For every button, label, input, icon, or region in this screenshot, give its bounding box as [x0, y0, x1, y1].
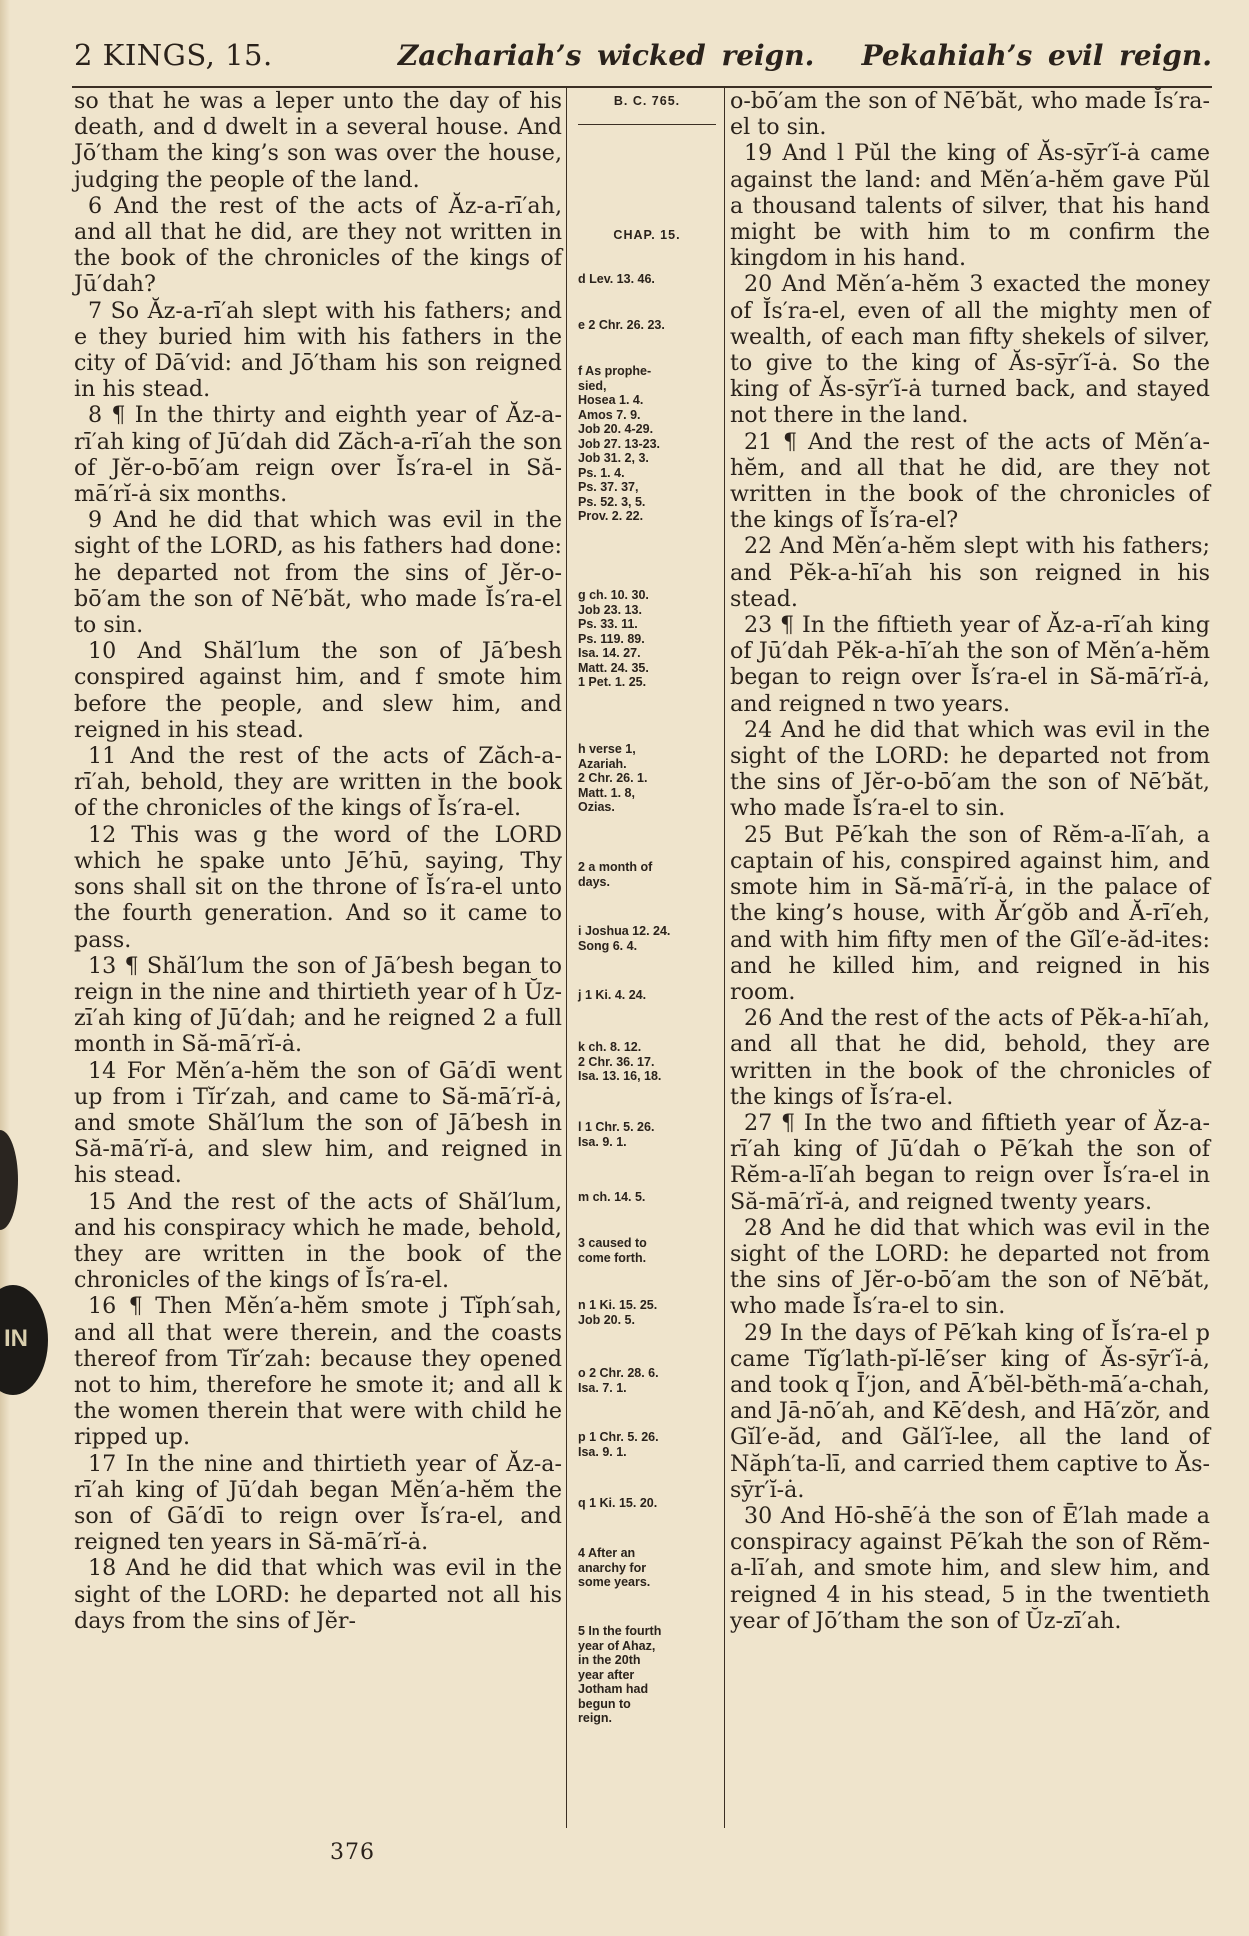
verse: 30 And Hō-shē′ȧ the son of Ē′lah made a conspiracy against Pē′kah the son of Rĕm-a-lī′ah, and smote him, and slew him, and reigned 4 in his stead, 5 in the twentieth year of Jō′tham the son of Ŭz-zī′ah. [730, 1502, 1210, 1634]
center-reference-column [572, 88, 722, 1848]
cross-reference: g ch. 10. 30. Job 23. 13. Ps. 33. 11. Ps. 119. 89. Isa. 14. 27. Matt. 24. 35. 1 Pet. 1. 25. [578, 588, 649, 689]
left-text-column [74, 88, 562, 1634]
verse: 6 And the rest of the acts of Ăz-a-rī′ah, and all that he did, are they not written in the book of the chronicles of the kings of Jū′dah? [74, 192, 562, 298]
running-header [74, 38, 1212, 82]
thumb-index-shadow [0, 1130, 18, 1230]
verse: 13 ¶ Shăl′lum the son of Jā′besh began to reign in the nine and thirtieth year of h Ŭz-zī′ah king of Jū′dah; and he reigned 2 a full month in Să-mā′rĭ-ȧ. [74, 952, 562, 1058]
cross-reference: n 1 Ki. 15. 25. Job 20. 5. [578, 1298, 658, 1327]
column-divider-right [724, 88, 725, 1828]
right-text-column [730, 88, 1210, 1634]
cross-reference: o 2 Chr. 28. 6. Isa. 7. 1. [578, 1366, 659, 1395]
verse: 12 This was g the word of the LORD which he spake unto Jē′hū, saying, Thy sons shall sit on the throne of Ĭs′ra-el unto the fourth generation. And so it came to pass. [74, 821, 562, 953]
verse: 11 And the rest of the acts of Zăch-a-rī′ah, behold, they are written in the book of the chronicles of the kings of Ĭs′ra-el. [74, 743, 562, 822]
cross-reference: h verse 1, Azariah. 2 Chr. 26. 1. Matt. 1. 8, Ozias. [578, 742, 648, 814]
cross-reference: l 1 Chr. 5. 26. Isa. 9. 1. [578, 1120, 655, 1149]
chapter-label: CHAP. 15. [613, 228, 681, 242]
verse: 29 In the days of Pē′kah king of Ĭs′ra-el p came Tĭg′lath-pĭ-lē′ser king of Ăs-sȳr′ĭ-ȧ, and took q Ī′jon, and Ā′bĕl-bĕth-mā′a-chah, and Jā-nō′ah, and Kē′desh, and Hā′zŏr, and Gĭl′e-ăd, and Găl′ĭ-lee, all the land of Năph′ta-lī, and carried them captive to Ăs-sȳr′ĭ-ȧ. [730, 1319, 1210, 1503]
page-topic-heading: Zachariah’s wicked reign. Pekahiah’s evil reign. [397, 39, 1212, 72]
verse: 18 And he did that which was evil in the sight of the LORD: he departed not all his days from the sins of Jĕr- [74, 1555, 562, 1634]
thumb-index-label: IN [4, 1325, 28, 1352]
cross-reference: p 1 Chr. 5. 26. Isa. 9. 1. [578, 1430, 659, 1459]
verse: 10 And Shăl′lum the son of Jā′besh conspired against him, and f smote him before the people, and slew him, and reigned in his stead. [74, 638, 562, 743]
verse: 7 So Ăz-a-rī′ah slept with his fathers; and e they buried him with his fathers in the city of Dā′vid: and Jō′tham his son reigned in his stead. [74, 297, 562, 403]
verse: 19 And l Pŭl the king of Ăs-sȳr′ĭ-ȧ came against the land: and Mĕn′a-hĕm gave Pŭl a thousand talents of silver, that his hand might be with him to m confirm the kingdom in his hand. [730, 140, 1210, 272]
page-number-footer [0, 1840, 1249, 1865]
verse: 27 ¶ In the two and fiftieth year of Ăz-a-rī′ah king of Jū′dah o Pē′kah the son of Rĕm-a-lī′ah began to reign over Ĭs′ra-el in Să-mā′rĭ-ȧ, and reigned twenty years. [730, 1109, 1210, 1215]
verse: 21 ¶ And the rest of the acts of Mĕn′a-hĕm, and all that he did, are they not written in the book of the chronicles of the kings of Ĭs′ra-el? [730, 428, 1210, 534]
era-rule [578, 124, 716, 125]
cross-reference: j 1 Ki. 4. 24. [578, 988, 647, 1002]
verse: 24 And he did that which was evil in the sight of the LORD: he departed not from the sins of Jĕr-o-bō′am the son of Nē′băt, who made Ĭs′ra-el to sin. [730, 716, 1210, 822]
cross-reference: d Lev. 13. 46. [578, 272, 655, 286]
verse: 22 And Mĕn′a-hĕm slept with his fathers; and Pĕk-a-hī′ah his son reigned in his stead. [730, 533, 1210, 612]
verse: 23 ¶ In the fiftieth year of Ăz-a-rī′ah king of Jū′dah Pĕk-a-hī′ah the son of Mĕn′a-hĕm began to reign over Ĭs′ra-el in Să-mā′rĭ-ȧ, and reigned n two years. [730, 612, 1210, 717]
verse: so that he was a leper unto the day of his death, and d dwelt in a several house. And Jō′tham the king’s son was over the house, judging the people of the land. [74, 88, 562, 193]
marginal-note: 2 a month of days. [578, 860, 653, 889]
verse: 8 ¶ In the thirty and eighth year of Ăz-a-rī′ah king of Jū′dah did Zăch-a-rī′ah the son of Jĕr-o-bō′am reign over Ĭs′ra-el in Să-mā′rĭ-ȧ six months. [74, 402, 562, 508]
book-chapter-heading: 2 KINGS, 15. [74, 38, 273, 72]
verse: 25 But Pē′kah the son of Rĕm-a-lī′ah, a captain of his, conspired against him, and smote him in Să-mā′rĭ-ȧ, in the palace of the king’s house, with Ăr′gŏb and Ă-rī′eh, and with him fifty men of the Gĭl′e-ăd-ites: and he killed him, and reigned in his room. [730, 821, 1210, 1005]
era-date: B. C. 765. [613, 94, 681, 108]
column-divider-left [566, 88, 567, 1828]
cross-reference: q 1 Ki. 15. 20. [578, 1496, 658, 1510]
verse: o-bō′am the son of Nē′băt, who made Ĭs′ra-el to sin. [730, 88, 1210, 141]
verse: 15 And the rest of the acts of Shăl′lum, and his conspiracy which he made, behold, they are written in the book of the chronicles of the kings of Ĭs′ra-el. [74, 1188, 562, 1294]
verse: 16 ¶ Then Mĕn′a-hĕm smote j Tĭph′sah, and all that were therein, and the coasts thereof from Tĭr′zah: because they opened not to him, therefore he smote it; and all k the women therein that were with child he ripped up. [74, 1293, 562, 1451]
page-number: 376 [330, 1840, 375, 1865]
verse: 14 For Mĕn′a-hĕm the son of Gā′dī went up from i Tĭr′zah, and came to Să-mā′rĭ-ȧ, and smote Shăl′lum the son of Jā′besh in Să-mā′rĭ-ȧ, and slew him, and reigned in his stead. [74, 1057, 562, 1189]
marginal-note: 3 caused to come forth. [578, 1236, 647, 1265]
verse: 9 And he did that which was evil in the sight of the LORD, as his fathers had done: he departed not from the sins of Jĕr-o-bō′am the son of Nē′băt, who made Ĭs′ra-el to sin. [74, 507, 562, 639]
page-edge [0, 0, 10, 1936]
cross-reference: m ch. 14. 5. [578, 1190, 646, 1204]
verse: 20 And Mĕn′a-hĕm 3 exacted the money of Ĭs′ra-el, even of all the mighty men of wealth, of each man fifty shekels of silver, to give to the king of Ăs-sȳr′ĭ-ȧ. So the king of Ăs-sȳr′ĭ-ȧ turned back, and stayed not there in the land. [730, 271, 1210, 429]
thumb-index-tab[interactable] [0, 1285, 48, 1395]
marginal-note: 4 After an anarchy for some years. [578, 1546, 651, 1589]
cross-reference: e 2 Chr. 26. 23. [578, 318, 665, 332]
cross-reference: f As prophe- sied, Hosea 1. 4. Amos 7. 9. Job 20. 4-29. Job 27. 13-23. Job 31. 2, 3. Ps. 1. 4. Ps. 37. 37, Ps. 52. 3, 5. Prov. 2. 22. [578, 364, 660, 523]
verse: 28 And he did that which was evil in the sight of the LORD: he departed not from the sins of Jĕr-o-bō′am the son of Nē′băt, who made Ĭs′ra-el to sin. [730, 1214, 1210, 1320]
verse: 17 In the nine and thirtieth year of Ăz-a-rī′ah king of Jū′dah began Mĕn′a-hĕm the son of Gā′dī to reign over Ĭs′ra-el, and reigned ten years in Să-mā′rĭ-ȧ. [74, 1450, 562, 1556]
cross-reference: k ch. 8. 12. 2 Chr. 36. 17. Isa. 13. 16, 18. [578, 1040, 662, 1083]
verse: 26 And the rest of the acts of Pĕk-a-hī′ah, and all that he did, behold, they are written in the book of the chronicles of the kings of Ĭs′ra-el. [730, 1005, 1210, 1110]
cross-reference: i Joshua 12. 24. Song 6. 4. [578, 924, 671, 953]
marginal-note: 5 In the fourth year of Ahaz, in the 20th year after Jotham had begun to reign. [578, 1624, 662, 1725]
